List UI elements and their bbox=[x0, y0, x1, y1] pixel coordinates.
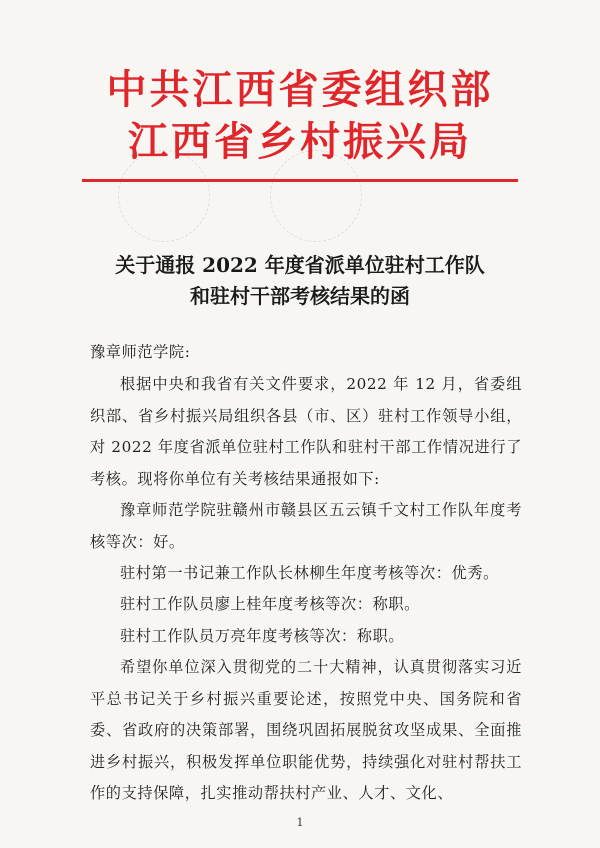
document-title-line-1: 关于通报 2022 年度省派单位驻村工作队 bbox=[115, 253, 485, 277]
paragraph-team-result: 豫章师范学院驻赣州市赣县区五云镇千文村工作队年度考核等次：好。 bbox=[90, 501, 522, 551]
page-number: 1 bbox=[296, 816, 304, 829]
red-header-rule bbox=[82, 179, 518, 182]
paragraph-member-result-2: 驻村工作队员万亮年度考核等次：称职。 bbox=[120, 627, 405, 645]
document-title-line-2: 和驻村干部考核结果的函 bbox=[190, 284, 410, 308]
paragraph-expectation: 希望你单位深入贯彻党的二十大精神，认真贯彻落实习近平总书记关于乡村振兴重要论述，按照党中央、国务院和省委、省政府的决策部署，围绕巩固拓展脱贫攻坚成果、全面推进乡村振兴，积极发挥单位职能优势，持续强化对驻村帮扶工作的支持保障，扎实推动帮扶村产业、人才、文化、 bbox=[90, 658, 522, 802]
salutation: 豫章师范学院: bbox=[90, 343, 191, 361]
issuer-line-2: 江西省乡村振兴局 bbox=[128, 119, 472, 165]
paragraph-intro: 根据中央和我省有关文件要求，2022 年 12 月，省委组织部、省乡村振兴局组织各县（市、区）驻村工作领导小组，对 2022 年度省派单位驻村工作队和驻村干部工作情况进行了考核。现将你单位有关考核结果通报如下: bbox=[90, 375, 522, 488]
paragraph-member-result-1: 驻村工作队员廖上桂年度考核等次：称职。 bbox=[120, 595, 420, 613]
issuer-line-1: 中共江西省委组织部 bbox=[106, 67, 494, 113]
paragraph-first-secretary-result: 驻村第一书记兼工作队长林柳生年度考核等次：优秀。 bbox=[120, 564, 499, 582]
